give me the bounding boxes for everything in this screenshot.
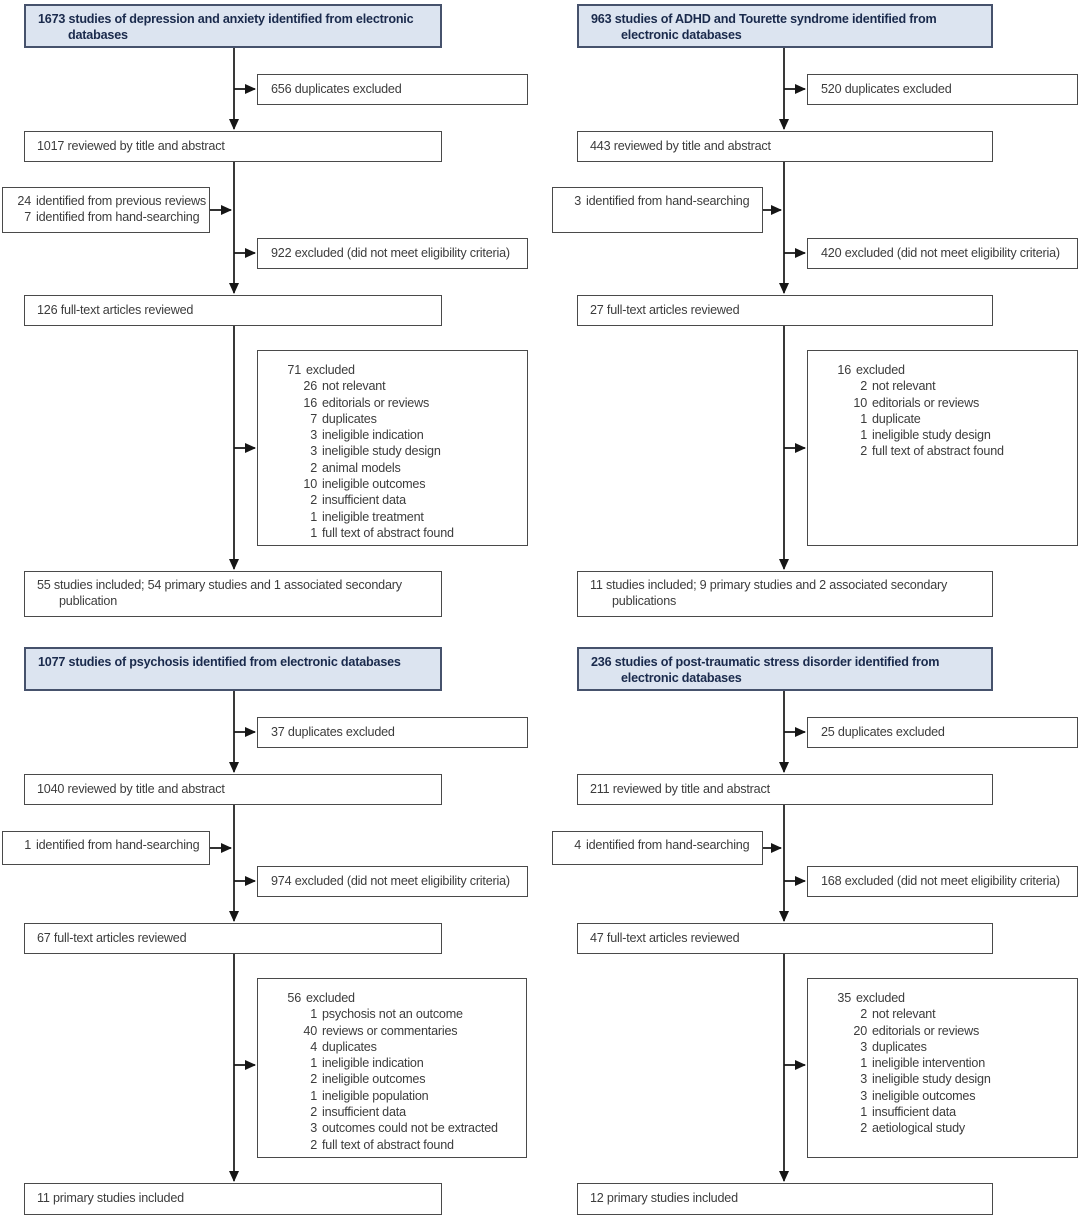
list-item [9, 210, 205, 226]
list-item [275, 443, 521, 459]
list-item [825, 443, 1071, 459]
item-label: ineligible indication [322, 1056, 424, 1071]
item-count: 1 [310, 1007, 317, 1022]
list-item [825, 1055, 1071, 1071]
item-label: ineligible intervention [872, 1056, 986, 1071]
list-item [825, 378, 1071, 394]
item-count: 1 [860, 411, 867, 426]
item-label: editorials or reviews [872, 1023, 980, 1038]
list-item [825, 427, 1071, 443]
item-count: 24 [17, 194, 31, 208]
eligibility-excluded-box: 420 excluded (did not meet eligibility criteria) [807, 238, 1078, 269]
list-item [9, 194, 205, 210]
item-count: 4 [310, 1039, 317, 1054]
item-label: ineligible indication [322, 428, 424, 443]
item-label: aetiological study [872, 1121, 966, 1136]
item-count: 2 [860, 1007, 867, 1022]
item-label: duplicates [872, 1039, 927, 1054]
item-label: psychosis not an outcome [322, 1007, 463, 1022]
item-count: 7 [310, 411, 317, 426]
duplicates-excluded-box: 520 duplicates excluded [807, 74, 1078, 105]
item-count: 1 [860, 428, 867, 443]
item-label: ineligible study design [872, 428, 991, 443]
exclusion-items [825, 378, 1071, 459]
fulltext-reviewed-box: 27 full-text articles reviewed [577, 295, 993, 326]
duplicates-excluded-box: 656 duplicates excluded [257, 74, 528, 105]
item-label: animal models [322, 460, 401, 475]
primary-studies-included-box: 11 primary studies included [24, 1183, 442, 1215]
eligibility-excluded-box: 974 excluded (did not meet eligibility criteria) [257, 866, 528, 897]
list-item [275, 460, 521, 476]
item-label: ineligible study design [322, 444, 441, 459]
item-label: ineligible outcomes [872, 1088, 976, 1103]
item-label: identified from hand-searching [36, 838, 200, 852]
list-item [275, 476, 521, 492]
item-label: insufficient data [322, 493, 406, 508]
item-count: 1 [310, 1056, 317, 1071]
item-count: 1 [24, 838, 31, 852]
item-count: 7 [24, 209, 31, 224]
list-item [275, 427, 521, 443]
item-count: 3 [310, 428, 317, 443]
fulltext-reviewed-box: 126 full-text articles reviewed [24, 295, 442, 326]
list-item [825, 1023, 1071, 1039]
item-count: 10 [303, 477, 317, 492]
list-item [825, 411, 1071, 427]
hand-searching-box [2, 831, 210, 865]
list-item [275, 395, 521, 411]
hand-searching-box [552, 187, 763, 233]
exclusion-detail-box [257, 350, 528, 546]
exclusion-title: 35 excluded [837, 991, 905, 1005]
item-count: 16 [303, 395, 317, 410]
item-count: 3 [574, 194, 581, 208]
list-item [275, 1023, 520, 1039]
fulltext-reviewed-box: 47 full-text articles reviewed [577, 923, 993, 954]
exclusion-title: 56 excluded [287, 991, 355, 1005]
list-item [275, 1039, 520, 1055]
studies-included-box: 55 studies included; 54 primary studies and 1 associated secondary publication [24, 571, 442, 617]
list-item [825, 1006, 1071, 1022]
item-count: 1 [310, 525, 317, 540]
item-label: full text of abstract found [872, 444, 1004, 459]
item-label: insufficient data [322, 1105, 406, 1120]
item-count: 2 [310, 1137, 317, 1152]
item-label: identified from previous reviews [36, 194, 206, 208]
list-item [275, 1006, 520, 1022]
item-count: 2 [860, 444, 867, 459]
item-count: 3 [860, 1039, 867, 1054]
list-item [275, 1071, 520, 1087]
item-count: 20 [853, 1023, 867, 1038]
item-label: not relevant [872, 1007, 936, 1022]
list-item [275, 525, 521, 541]
hand-searching-box [552, 831, 763, 865]
list-item [275, 411, 521, 427]
item-label: editorials or reviews [322, 395, 430, 410]
duplicates-excluded-box: 25 duplicates excluded [807, 717, 1078, 748]
item-label: editorials or reviews [872, 395, 980, 410]
item-count: 1 [860, 1056, 867, 1071]
item-count: 3 [310, 444, 317, 459]
exclusion-items [275, 1006, 520, 1153]
item-label: outcomes could not be extracted [322, 1121, 498, 1136]
item-count: 3 [860, 1072, 867, 1087]
list-item [825, 395, 1071, 411]
item-label: full text of abstract found [322, 525, 454, 540]
exclusion-items [825, 1006, 1071, 1136]
item-label: ineligible outcomes [322, 477, 426, 492]
list-item [275, 492, 521, 508]
identified-header-box: 236 studies of post-traumatic stress disorder identified from electronic databases [577, 647, 993, 691]
item-count: 40 [303, 1023, 317, 1038]
fulltext-reviewed-box: 67 full-text articles reviewed [24, 923, 442, 954]
item-label: ineligible outcomes [322, 1072, 426, 1087]
item-count: 4 [574, 838, 581, 852]
item-count: 10 [853, 395, 867, 410]
exclusion-title: 16 excluded [837, 363, 905, 377]
item-label: ineligible study design [872, 1072, 991, 1087]
list-item [825, 1120, 1071, 1136]
list-item [275, 1055, 520, 1071]
list-item [825, 1071, 1071, 1087]
reviewed-box: 443 reviewed by title and abstract [577, 131, 993, 162]
item-label: duplicates [322, 411, 377, 426]
list-item [275, 1120, 520, 1136]
item-count: 2 [310, 460, 317, 475]
list-item [9, 838, 205, 854]
item-label: ineligible treatment [322, 509, 424, 524]
list-item [825, 1088, 1071, 1104]
item-count: 3 [310, 1121, 317, 1136]
list-item [275, 1088, 520, 1104]
identified-header-box: 1077 studies of psychosis identified from electronic databases [24, 647, 442, 691]
item-label: identified from hand-searching [586, 194, 750, 208]
reviewed-box: 211 reviewed by title and abstract [577, 774, 993, 805]
item-count: 1 [860, 1105, 867, 1120]
list-item [825, 1104, 1071, 1120]
identified-header-box: 1673 studies of depression and anxiety identified from electronic databases [24, 4, 442, 48]
item-label: insufficient data [872, 1105, 956, 1120]
list-item [275, 1137, 520, 1153]
exclusion-title: 71 excluded [287, 363, 355, 377]
item-label: duplicates [322, 1039, 377, 1054]
list-item [825, 1039, 1071, 1055]
item-label: reviews or commentaries [322, 1023, 458, 1038]
item-count: 1 [310, 509, 317, 524]
identified-header-box: 963 studies of ADHD and Tourette syndrome identified from electronic databases [577, 4, 993, 48]
item-count: 26 [303, 379, 317, 394]
studies-included-box: 11 studies included; 9 primary studies and 2 associated secondary publications [577, 571, 993, 617]
item-count: 3 [860, 1088, 867, 1103]
eligibility-excluded-box: 922 excluded (did not meet eligibility criteria) [257, 238, 528, 269]
item-label: ineligible population [322, 1088, 429, 1103]
item-label: identified from hand-searching [36, 209, 200, 224]
item-label: duplicate [872, 411, 921, 426]
hand-searching-box [2, 187, 210, 233]
list-item [559, 838, 758, 854]
item-count: 2 [860, 1121, 867, 1136]
exclusion-items [275, 378, 521, 541]
item-label: not relevant [872, 379, 936, 394]
list-item [275, 1104, 520, 1120]
item-label: identified from hand-searching [586, 838, 750, 852]
list-item [559, 194, 758, 210]
item-label: not relevant [322, 379, 386, 394]
item-count: 2 [310, 1105, 317, 1120]
exclusion-detail-box [807, 978, 1078, 1158]
exclusion-detail-box [807, 350, 1078, 546]
duplicates-excluded-box: 37 duplicates excluded [257, 717, 528, 748]
primary-studies-included-box: 12 primary studies included [577, 1183, 993, 1215]
eligibility-excluded-box: 168 excluded (did not meet eligibility criteria) [807, 866, 1078, 897]
reviewed-box: 1040 reviewed by title and abstract [24, 774, 442, 805]
exclusion-detail-box [257, 978, 527, 1158]
item-label: full text of abstract found [322, 1137, 454, 1152]
item-count: 1 [310, 1088, 317, 1103]
list-item [275, 378, 521, 394]
item-count: 2 [860, 379, 867, 394]
item-count: 2 [310, 1072, 317, 1087]
list-item [275, 509, 521, 525]
item-count: 2 [310, 493, 317, 508]
reviewed-box: 1017 reviewed by title and abstract [24, 131, 442, 162]
